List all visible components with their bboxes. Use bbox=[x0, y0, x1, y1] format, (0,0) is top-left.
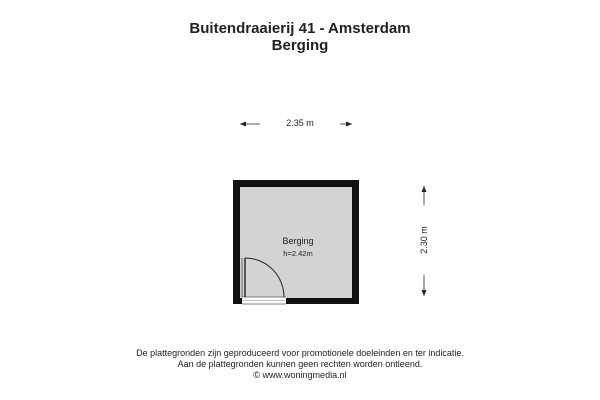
room-height-label: h=2.42m bbox=[283, 249, 313, 258]
disclaimer-line-1: De plattegronden zijn geproduceerd voor promotionele doeleinden en ter indicatie. bbox=[136, 348, 464, 358]
plan-floor-title: Berging bbox=[271, 37, 329, 54]
room-name-label: Berging bbox=[282, 236, 314, 246]
disclaimer-line-2: Aan de plattegronden kunnen geen rechten worden ontleend. bbox=[177, 359, 423, 369]
copyright-line: © www.woningmedia.nl bbox=[253, 370, 347, 380]
depth-dimension-label: 2.30 m bbox=[417, 205, 431, 275]
width-dimension-label: 2.35 m bbox=[260, 116, 340, 130]
plan-address-title: Buitendraaierij 41 - Amsterdam bbox=[189, 20, 411, 37]
